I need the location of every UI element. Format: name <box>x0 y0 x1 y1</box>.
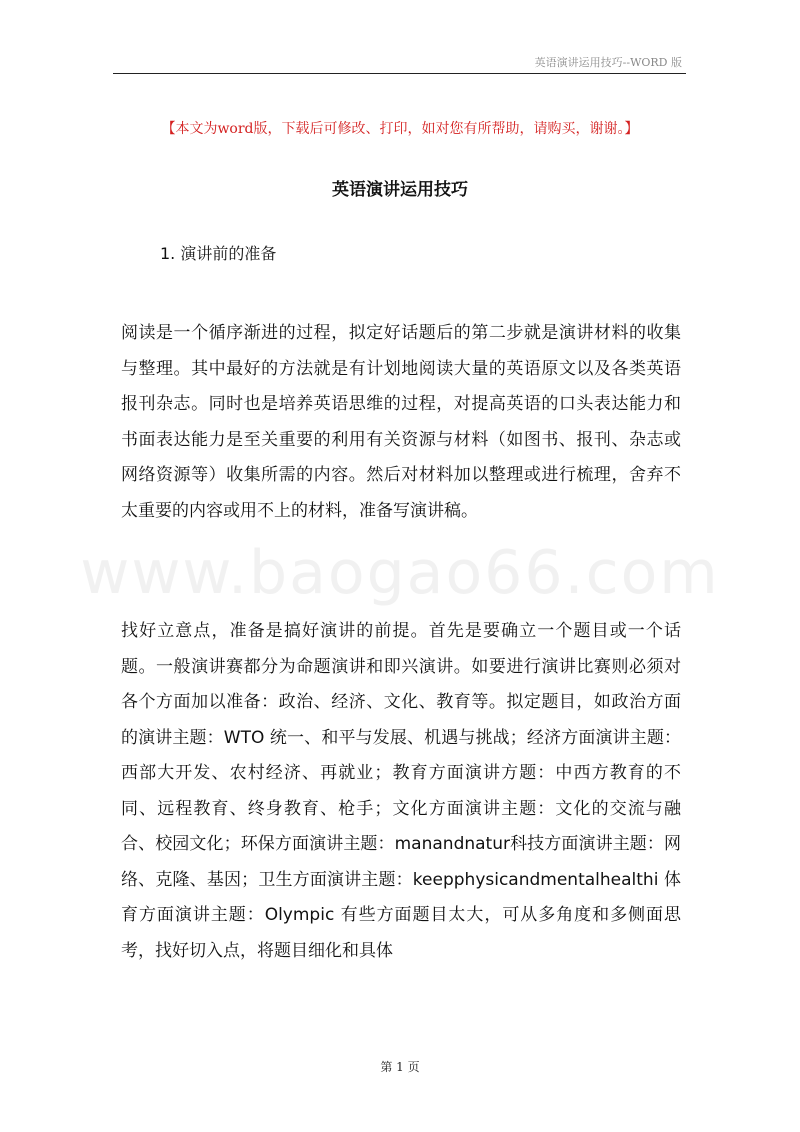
running-header: 英语演讲运用技巧--WORD 版 <box>534 56 682 69</box>
body-paragraph-1: 阅读是一个循序渐进的过程，拟定好话题后的第二步就是演讲材料的收集与整理。其中最好的方法就是有计划地阅读大量的英语原文以及各类英语报刊杂志。同时也是培养英语思维的过程，对提高英语的口头表达能力和书面表达能力是至关重要的利用有关资源与材料（如图书、报刊、杂志或网络资源等）收集所需的内容。然后对材料加以整理或进行梳理，舍弃不太重要的内容或用不上的材料，准备写演讲稿。 <box>121 323 681 521</box>
header-divider <box>113 73 686 74</box>
watermark: www.baogao66.com <box>80 538 720 608</box>
section-heading: 1. 演讲前的准备 <box>160 244 277 263</box>
document-title: 英语演讲运用技巧 <box>332 180 468 200</box>
download-notice: 【本文为word版，下载后可修改、打印，如对您有所帮助，请购买，谢谢。】 <box>161 121 639 137</box>
body-paragraph-2: 找好立意点，准备是搞好演讲的前提。首先是要确立一个题目或一个话题。一般演讲赛都分为命题演讲和即兴演讲。如要进行演讲比赛则必须对各个方面加以准备：政治、经济、文化、教育等。拟定题目，如政治方面的演讲主题：WTO 统一、和平与发展、机遇与挑战；经济方面演讲主题：西部大开发、农村经济、再就业；教育方面演讲方题：中西方教育的不同、远程教育、终身教育、枪手；文化方面演讲主题：文化的交流与融合、校园文化；环保方面演讲主题：manandnatur科技方面演讲主题：网络、克隆、基因；卫生方面演讲主题：keepphysicandmentalhealthi 体育方面演讲主题：Olympic 有些方面题目太大，可从多角度和多侧面思考，找好切入点，将题目细化和具体 <box>121 621 681 961</box>
page-number: 第 1 页 <box>380 1060 420 1074</box>
